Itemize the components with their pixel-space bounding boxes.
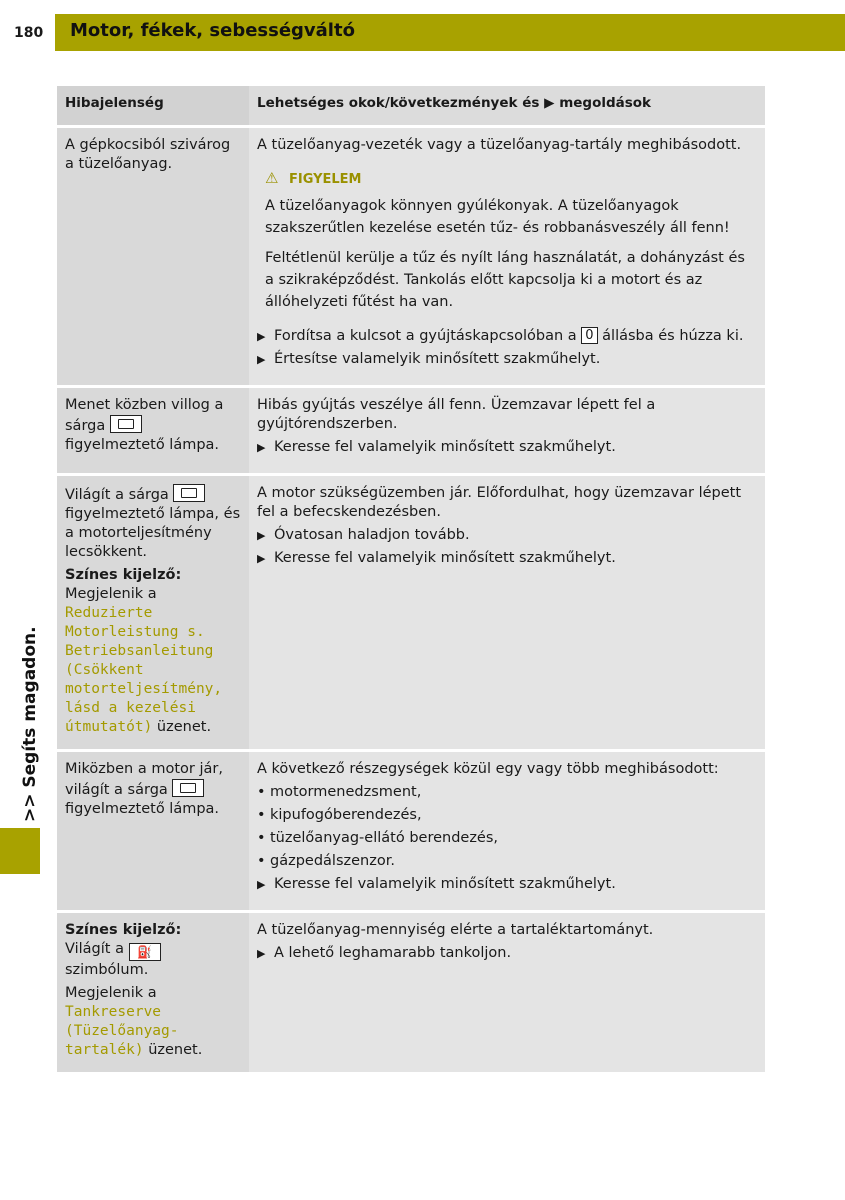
step-text: állásba és húzza ki.: [602, 328, 744, 344]
warning-paragraph: Feltétlenül kerülje a tűz és nyílt láng használatát, a dohányzást és a szikraképződést. Tankolás előtt kapcsolja ki a motort és az állóhelyzeti fűtést ha van.: [265, 250, 745, 310]
engine-warning-icon: [110, 415, 142, 433]
page-number: 180: [14, 25, 44, 41]
list-item: • motormenedzsment,: [257, 783, 757, 802]
step-text: Fordítsa a kulcsot a gyújtáskapcsolóban a: [274, 328, 577, 344]
symptom-text: Menet közben villog a sárga: [65, 397, 224, 434]
table-row: [57, 912, 765, 1073]
list-item: • kipufogóberendezés,: [257, 806, 757, 825]
solution-step: ▶ Keresse fel valamelyik minősített szakműhelyt.: [257, 438, 757, 457]
arrow-right-icon: ▶: [544, 95, 555, 111]
cause-cell: [249, 475, 765, 751]
column-header-symptom: Hibajelenség: [57, 86, 249, 127]
symptom-line: [65, 940, 241, 980]
symptom-text: Világít a sárga: [65, 487, 169, 503]
key-position-zero-icon: 0: [581, 327, 597, 344]
table-row: [57, 751, 765, 912]
cause-cell: [249, 912, 765, 1073]
fault-table: [57, 86, 765, 1072]
side-tab-marker: [0, 828, 40, 874]
display-label: Színes kijelző:: [65, 922, 182, 938]
column-header-solutions-label: megoldások: [559, 95, 652, 111]
display-text: üzenet.: [148, 1042, 203, 1058]
list-item: • tüzelőanyag-ellátó berendezés,: [257, 829, 757, 848]
table-row: [57, 127, 765, 387]
display-message-block: [65, 984, 241, 1060]
symptom-cell: [57, 475, 249, 751]
cause-cell: [249, 751, 765, 912]
symptom-cell: [57, 751, 249, 912]
fuel-pump-icon: ⛽: [129, 943, 161, 961]
symptom-text: Világít a: [65, 941, 124, 957]
page-title: Motor, fékek, sebességváltó: [70, 20, 355, 41]
symptom-text: szimbólum.: [65, 962, 149, 978]
solution-step: ▶ Óvatosan haladjon tovább.: [257, 526, 757, 545]
cause-text: A következő részegységek közül egy vagy több meghibásodott:: [257, 761, 719, 777]
warning-title: FIGYELEM: [288, 172, 362, 187]
solution-step: ▶ A lehető leghamarabb tankoljon.: [257, 944, 757, 963]
symptom-cell: [57, 912, 249, 1073]
symptom-cell: [57, 127, 249, 387]
display-message-block: [65, 566, 241, 737]
symptom-text: Miközben a motor jár, világít a sárga: [65, 761, 223, 798]
display-message: Tankreserve (Tüzelőanyag-tartalék): [65, 1004, 179, 1058]
display-label: Színes kijelző:: [65, 567, 182, 583]
cause-text: Hibás gyújtás veszélye áll fenn. Üzemzavar lépett fel a gyújtórendszerben.: [257, 397, 656, 432]
solution-step: ▶ Értesítse valamelyik minősített szakműhelyt.: [257, 350, 757, 369]
symptom-cell: [57, 387, 249, 475]
engine-warning-icon: [173, 484, 205, 502]
warning-paragraph: A tüzelőanyagok könnyen gyúlékonyak. A tüzelőanyagok szakszerűtlen kezelése esetén tűz- és robbanásveszély áll fenn!: [265, 198, 730, 236]
symptom-text: A gépkocsiból szivárog a tüzelőanyag.: [65, 137, 231, 172]
column-header-causes: [249, 86, 765, 127]
column-header-causes-label: Lehetséges okok/következmények és: [257, 95, 540, 111]
display-text: Megjelenik a: [65, 586, 157, 602]
engine-warning-icon: [172, 779, 204, 797]
cause-cell: [249, 127, 765, 387]
table-row: [57, 475, 765, 751]
solution-step: ▶ Keresse fel valamelyik minősített szakműhelyt.: [257, 875, 757, 894]
symptom-text: figyelmeztető lámpa, és a motorteljesítmény lecsökkent.: [65, 506, 241, 560]
cause-cell: [249, 387, 765, 475]
warning-heading: [265, 169, 757, 189]
cause-text: A tüzelőanyag-vezeték vagy a tüzelőanyag-tartály meghibásodott.: [257, 137, 742, 153]
cause-text: A motor szükségüzemben jár. Előfordulhat, hogy üzemzavar lépett fel a befecskendezésben.: [257, 485, 742, 520]
table-row: [57, 387, 765, 475]
symptom-text: figyelmeztető lámpa.: [65, 801, 220, 817]
symptom-text: figyelmeztető lámpa.: [65, 437, 220, 453]
warning-box: [265, 169, 757, 313]
display-message: Reduzierte Motorleistung s. Betriebsanleitung (Csökkent motorteljesítmény, lásd a kezelési útmutatót): [65, 605, 223, 735]
side-section-label: >> Segíts magadon.: [20, 626, 40, 822]
solution-step: ▶ Keresse fel valamelyik minősített szakműhelyt.: [257, 549, 757, 568]
display-text: Megjelenik a: [65, 985, 157, 1001]
cause-text: A tüzelőanyag-mennyiség elérte a tartaléktartományt.: [257, 922, 654, 938]
solution-step: [257, 327, 757, 346]
warning-triangle-icon: ⚠: [265, 169, 279, 187]
list-item: • gázpedálszenzor.: [257, 852, 757, 871]
table-header-row: [57, 86, 765, 127]
display-text: üzenet.: [156, 719, 212, 735]
